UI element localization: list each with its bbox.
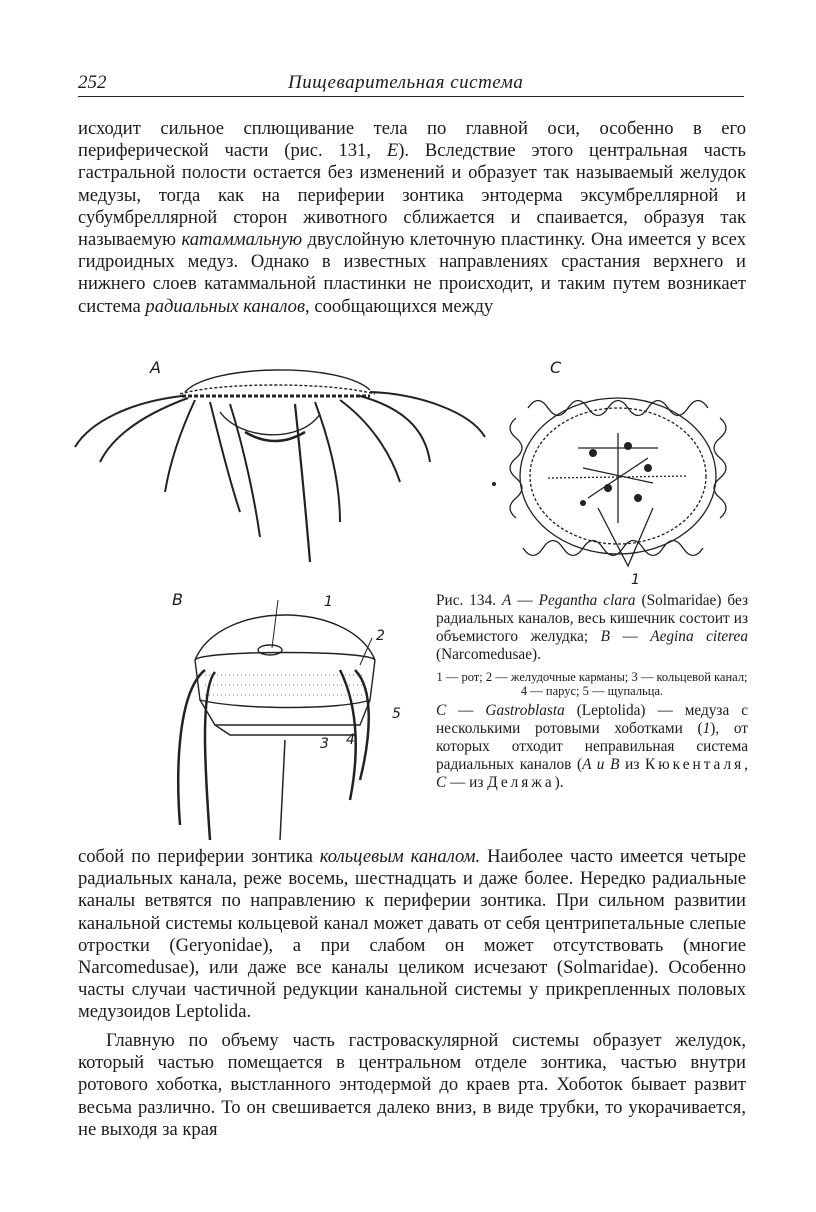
paragraph-1: исходит сильное сплющивание тела по главной оси, особенно в его периферической части (рис. 131, E). Вследствие этого центральная часть гастральной полости остается без изменений и образует так называемый желудок медузы, тогда как на периферии зонтика энтодерма эксумбреллярной и субумбреллярной сторон животного сближается и спаивается, образуя так называемую катаммальную двуслойную клеточную пластинку. Она имеется у всех гидроидных медуз. Однако в известных направлениях срастания верхнего и нижнего слоев катаммальной пластинки не происходит, и таким путем возникает система радиальных каналов, сообщающихся между [78,118,746,317]
figure-a-illustration [70,352,490,574]
figure-c-number-1: 1 [631,572,640,588]
figure-b-number-5: 5 [392,706,401,722]
figure-b-number-3: 3 [320,736,329,752]
caption-legend: 1 — рот; 2 — желудочные карманы; 3 — кольцевой канал; 4 — парус; 5 — щупальца. [436,670,748,698]
paragraph-3: Главную по объему часть гастроваскулярной системы образует желудок, который частью помещается в центральном отделе зонтика, частью внутри ротового хоботка, выстланного энтодермой до краев рта. Хоботок бывает развит весьма различно. То он свешивается далеко вниз, в виде трубки, то укорачивается, не выходя за края [78,1030,746,1140]
figure-b-number-2: 2 [376,628,385,644]
caption-main: Рис. 134. A — Pegantha clara (Solmaridae) без радиальных каналов, весь кишечник состоит из объемистого желудка; B — Aegina citerea (Narcomedusae). [436,592,748,663]
figure-b-number-4: 4 [346,732,355,748]
figure-b-number-1: 1 [324,594,333,610]
figure-b-illustration [160,590,410,842]
figure-label-c: C [550,358,562,377]
paragraph-2: собой по периферии зонтика кольцевым каналом. Наиболее часто имеется четыре радиальных канала, реже восемь, шестнадцать и даже более. Нередко радиальные каналы ветвятся по направлению к периферии зонтика. При сильном развитии канальной системы кольцевой канал может давать от себя центрипетальные слепые отростки (Geryonidae), а при слабом он может отсутствовать (многие Narcomedusae), или даже все каналы целиком исчезают (Solmaridae). Особенно часты случаи частичной редукции канальной системы у прикрепленных половых медузоидов Leptolida. [78,846,746,1023]
running-header [78,70,744,97]
caption-c: C — Gastroblasta (Leptolida) — медуза с несколькими ротовыми хоботками (1), от которых отходит неправильная система радиальных каналов (A и B из Кюкенталя, C — из Деляжа). [436,702,748,791]
figure-label-b: B [172,590,183,609]
figure-label-a: A [150,358,161,377]
figure-caption [436,592,748,792]
page-number: 252 [78,72,107,93]
running-title: Пищеварительная система [288,72,524,93]
figure-c-illustration [488,358,750,590]
